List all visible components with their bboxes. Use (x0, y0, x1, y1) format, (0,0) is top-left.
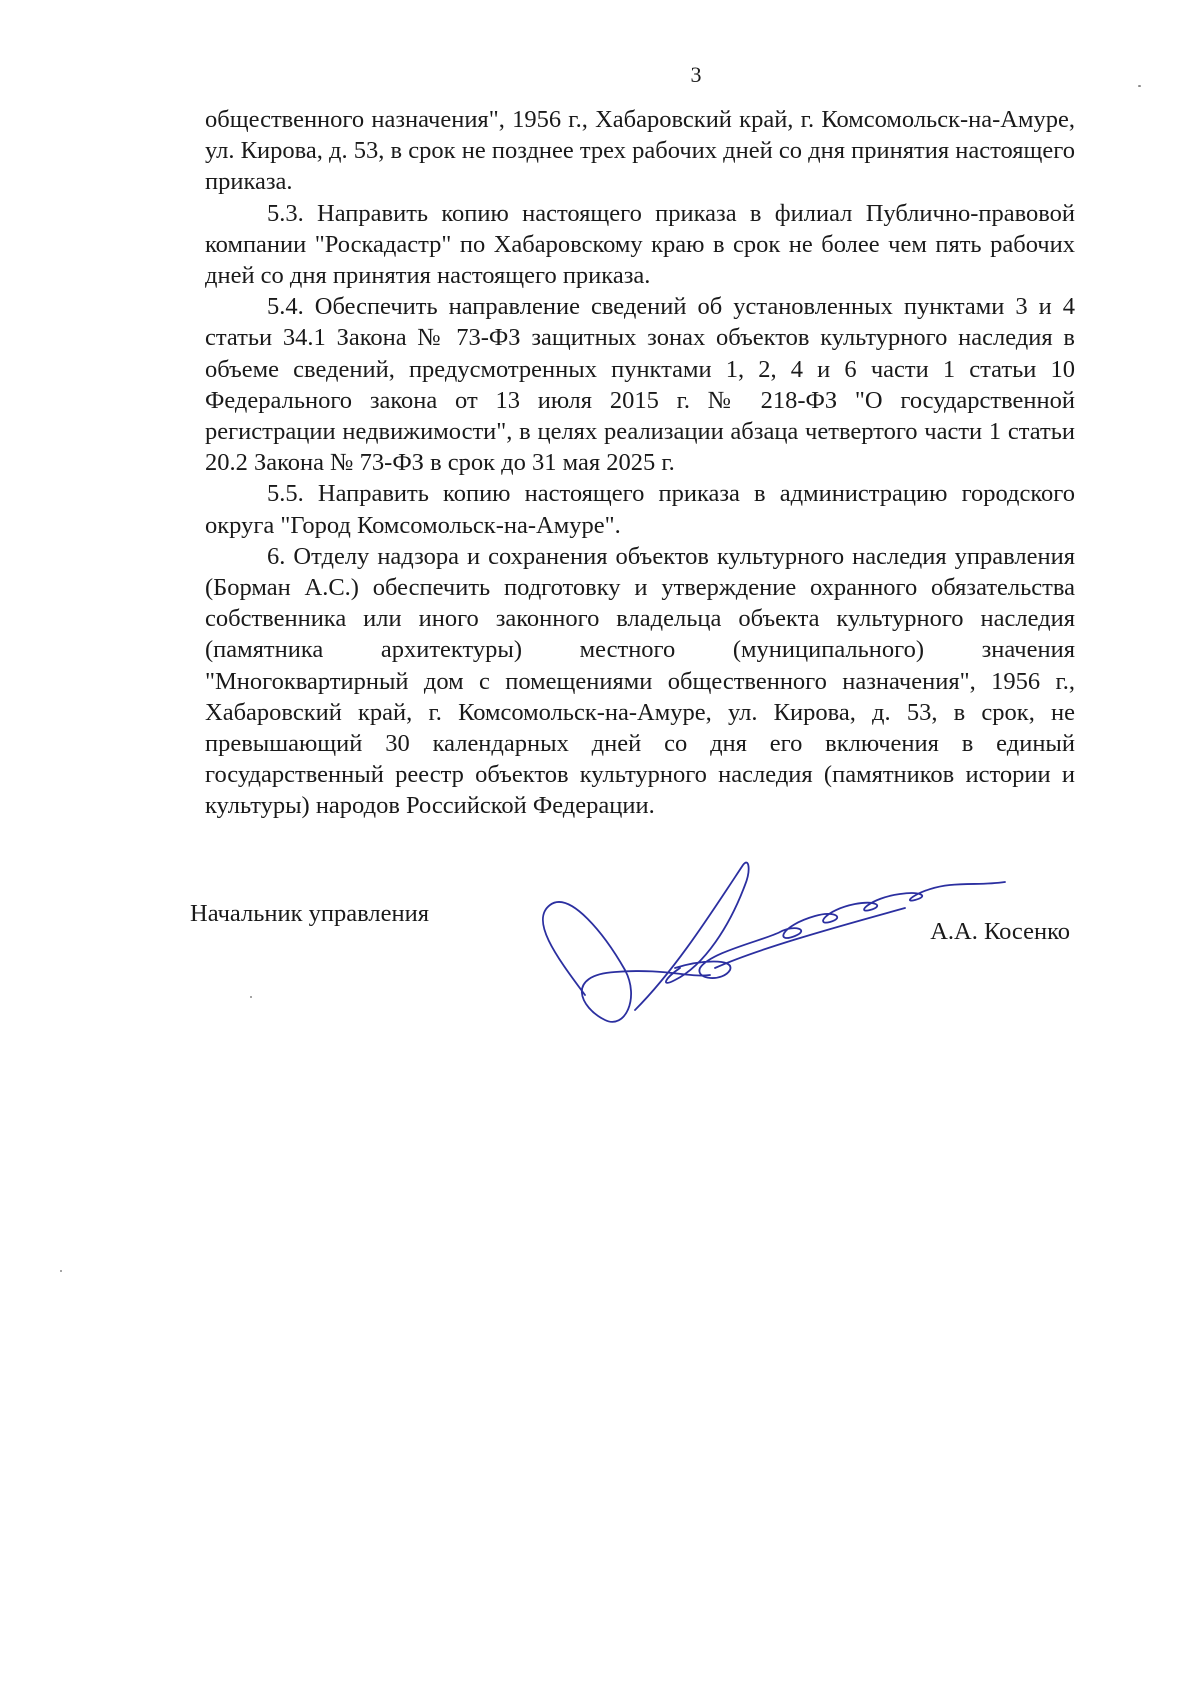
signature-block (190, 900, 1070, 1100)
paragraph-5-5: 5.5. Направить копию настоящего приказа в администрацию городского округа "Город Комсомольск-на-Амуре". (205, 480, 1075, 539)
handwritten-signature (525, 860, 1025, 1060)
scan-speck (1138, 85, 1141, 87)
paragraph-continuation: общественного назначения", 1956 г., Хабаровский край, г. Комсомольск-на-Амуре, ул. Кирова, д. 53, в срок не позднее трех рабочих дней со дня принятия настоящего приказа. (205, 106, 1075, 196)
scan-speck (250, 996, 252, 998)
signer-title: Начальник управления (190, 900, 429, 927)
paragraph-5-4: 5.4. Обеспечить направление сведений об установленных пунктами 3 и 4 статьи 34.1 Закона № 73-ФЗ защитных зонах объектов культурного наследия в объеме сведений, предусмотренных пунктами 1, 2, 4 и 6 части 1 статьи 10 Федерального закона от 13 июля 2015 г. № 218-ФЗ "О государственной регистрации недвижимости", в целях реализации абзаца четвертого части 1 статьи 20.2 Закона № 73-ФЗ в срок до 31 мая 2025 г. (205, 293, 1075, 477)
signer-name: А.А. Косенко (930, 918, 1070, 945)
paragraph-6: 6. Отделу надзора и сохранения объектов культурного наследия управления (Борман А.С.) обеспечить подготовку и утверждение охранного обязательства собственника или иного законного владельца объекта культурного наследия (памятника архитектуры) местного (муниципального) значения "Многоквартирный дом с помещениями общественного назначения", 1956 г., Хабаровский край, г. Комсомольск-на-Амуре, ул. Кирова, д. 53, в срок, не превышающий 30 календарных дней со дня его включения в единый государственный реестр объектов культурного наследия (памятников истории и культуры) народов Российской Федерации. (205, 542, 1075, 820)
document-body (205, 104, 1075, 822)
page-number: 3 (690, 62, 702, 87)
scan-speck (60, 1270, 62, 1272)
paragraph-5-3: 5.3. Направить копию настоящего приказа в филиал Публично-правовой компании "Роскадастр" по Хабаровскому краю в срок не более чем пять рабочих дней со дня принятия настоящего приказа. (205, 199, 1075, 290)
